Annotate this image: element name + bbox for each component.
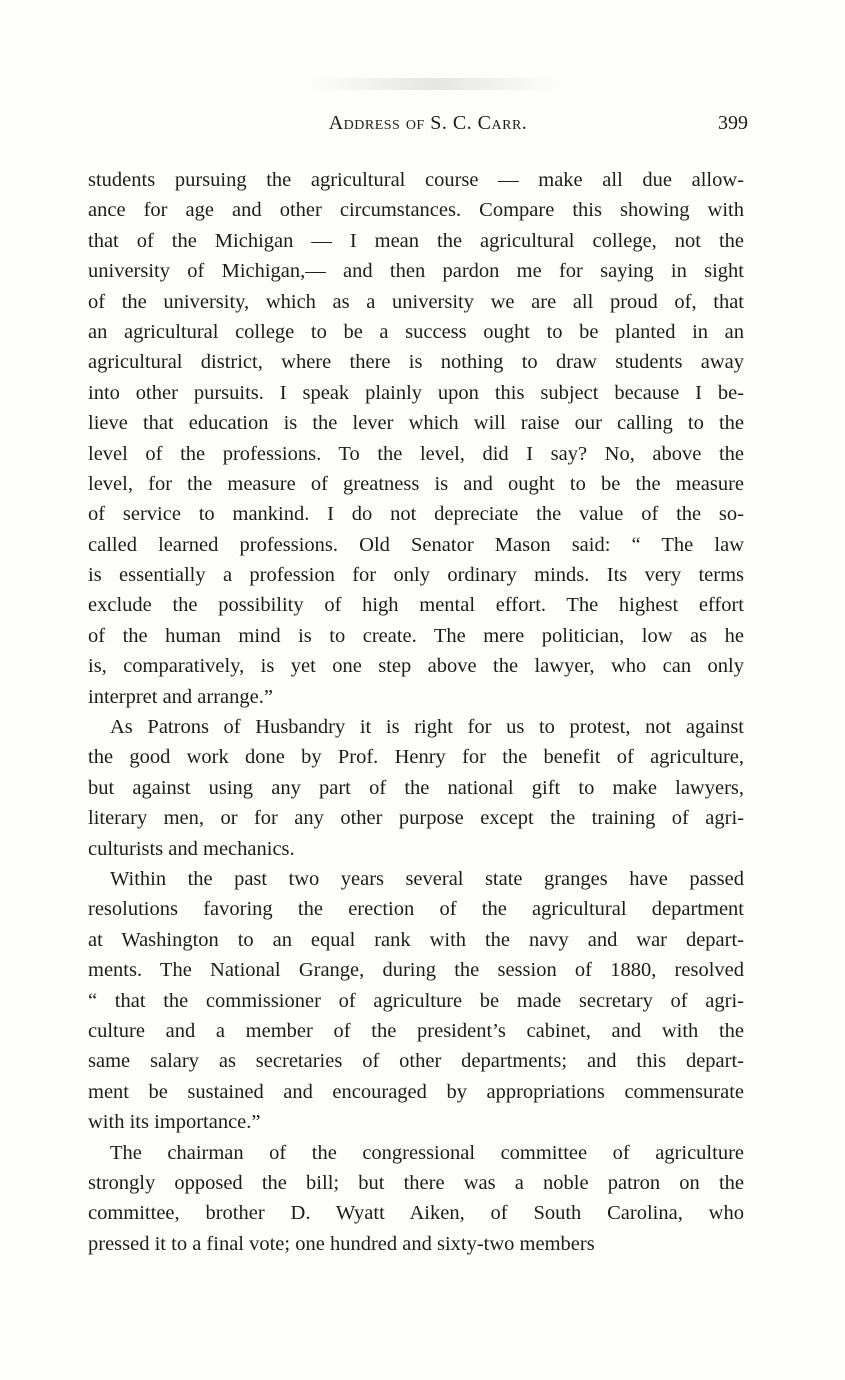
text-line: same salary as secretaries of other departments; and this depart- xyxy=(88,1050,744,1073)
paragraph xyxy=(88,864,744,1138)
text-line: strongly opposed the bill; but there was a noble patron on the xyxy=(88,1171,744,1194)
text-line: culture and a member of the president’s cabinet, and with the xyxy=(88,1019,744,1042)
text-line: at Washington to an equal rank with the navy and war depart- xyxy=(88,928,744,951)
text-line: university of Michigan,— and then pardon me for saying in sight xyxy=(88,260,744,283)
running-head xyxy=(88,112,748,140)
text-line: an agricultural college to be a success ought to be planted in an xyxy=(88,320,744,343)
text-line: “ that the commissioner of agriculture be made secretary of agri- xyxy=(88,989,744,1012)
text-line: culturists and mechanics. xyxy=(88,837,295,860)
body-text xyxy=(88,165,744,1259)
text-line: ment be sustained and encouraged by appropriations commensurate xyxy=(88,1080,744,1103)
paragraph xyxy=(88,1138,744,1260)
text-line: that of the Michigan — I mean the agricultural college, not the xyxy=(88,229,744,252)
text-line: resolutions favoring the erection of the agricultural department xyxy=(88,898,744,921)
text-line: is essentially a profession for only ordinary minds. Its very terms xyxy=(88,564,744,587)
page-number: 399 xyxy=(718,112,748,134)
text-line: ments. The National Grange, during the session of 1880, resolved xyxy=(88,959,744,982)
text-line: interpret and arrange.” xyxy=(88,685,273,708)
running-head-title: Address of S. C. Carr. xyxy=(328,112,528,134)
text-line: committee, brother D. Wyatt Aiken, of South Carolina, who xyxy=(88,1202,744,1225)
text-line: is, comparatively, is yet one step above the lawyer, who can only xyxy=(88,655,744,678)
paragraph xyxy=(88,712,744,864)
text-line: literary men, or for any other purpose except the training of agri- xyxy=(88,807,744,830)
text-line: agricultural district, where there is nothing to draw students away xyxy=(88,351,744,374)
text-line: with its importance.” xyxy=(88,1111,261,1134)
text-line: The chairman of the congressional committee of agriculture xyxy=(110,1141,744,1164)
text-line: students pursuing the agricultural course — make all due allow- xyxy=(88,169,744,191)
text-line: pressed it to a final vote; one hundred and sixty-two members xyxy=(88,1232,595,1255)
text-line: into other pursuits. I speak plainly upon this subject because I be- xyxy=(88,381,744,404)
text-line: level, for the measure of greatness is and ought to be the measure xyxy=(88,472,744,495)
text-line: of service to mankind. I do not depreciate the value of the so- xyxy=(88,503,744,526)
ink-smudge xyxy=(310,78,560,90)
text-line: exclude the possibility of high mental effort. The highest effort xyxy=(88,594,744,617)
text-line: of the human mind is to create. The mere politician, low as he xyxy=(88,624,744,647)
text-line: but against using any part of the national gift to make lawyers, xyxy=(88,776,744,799)
text-line: ance for age and other circumstances. Compare this showing with xyxy=(88,199,744,222)
text-line: Within the past two years several state granges have passed xyxy=(110,867,744,890)
text-line: the good work done by Prof. Henry for the benefit of agriculture, xyxy=(88,746,744,769)
text-line: lieve that education is the lever which will raise our calling to the xyxy=(88,412,744,435)
text-line: called learned professions. Old Senator Mason said: “ The law xyxy=(88,533,744,556)
text-line: of the university, which as a university we are all proud of, that xyxy=(88,290,744,313)
text-line: level of the professions. To the level, did I say? No, above the xyxy=(88,442,744,465)
paragraph xyxy=(88,165,744,712)
text-line: As Patrons of Husbandry it is right for us to protest, not against xyxy=(110,716,744,739)
